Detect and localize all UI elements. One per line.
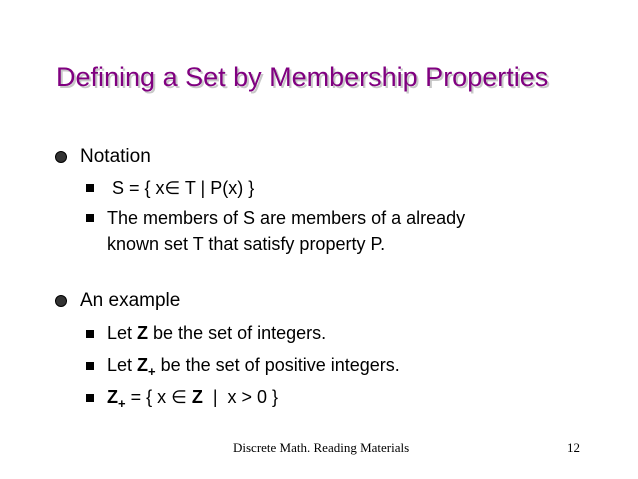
example2-pre: Let — [107, 355, 138, 375]
bullet-dot-icon — [55, 151, 67, 163]
square-bullet-icon — [86, 394, 94, 402]
notation-formula: S = { x∈ T | P(x) } — [107, 178, 255, 198]
slide-title: Defining a Set by Membership Properties — [56, 62, 549, 92]
plus-subscript: + — [118, 396, 126, 411]
integers-symbol: Z — [137, 323, 149, 343]
example1-pre: Let — [107, 323, 138, 343]
square-bullet-icon — [86, 214, 94, 222]
square-bullet-icon — [86, 330, 94, 338]
example-positive-integers — [107, 354, 400, 383]
bullet-dot-icon — [55, 295, 67, 307]
footer-title: Discrete Math. Reading Materials — [233, 440, 410, 455]
example-integers — [107, 322, 326, 345]
page-number: 12 — [567, 440, 580, 455]
integers-symbol: Z — [191, 387, 203, 407]
square-bullet-icon — [86, 362, 94, 370]
integers-symbol: Z — [137, 355, 149, 375]
example1-post: be the set of integers. — [148, 323, 327, 343]
notation-heading: Notation — [80, 146, 151, 167]
plus-subscript: + — [148, 364, 156, 379]
example-heading: An example — [80, 290, 181, 311]
square-bullet-icon — [86, 184, 94, 192]
notation-description-line2: known set T that satisfy property P. — [107, 234, 386, 254]
example3-post: | x > 0 } — [202, 387, 279, 407]
example2-post: be the set of positive integers. — [155, 355, 400, 375]
example3-mid: = { x ∈ — [125, 387, 192, 407]
notation-description-line1: The members of S are members of a already — [107, 208, 466, 228]
example-set-builder — [107, 386, 278, 415]
integers-symbol: Z — [107, 387, 118, 407]
